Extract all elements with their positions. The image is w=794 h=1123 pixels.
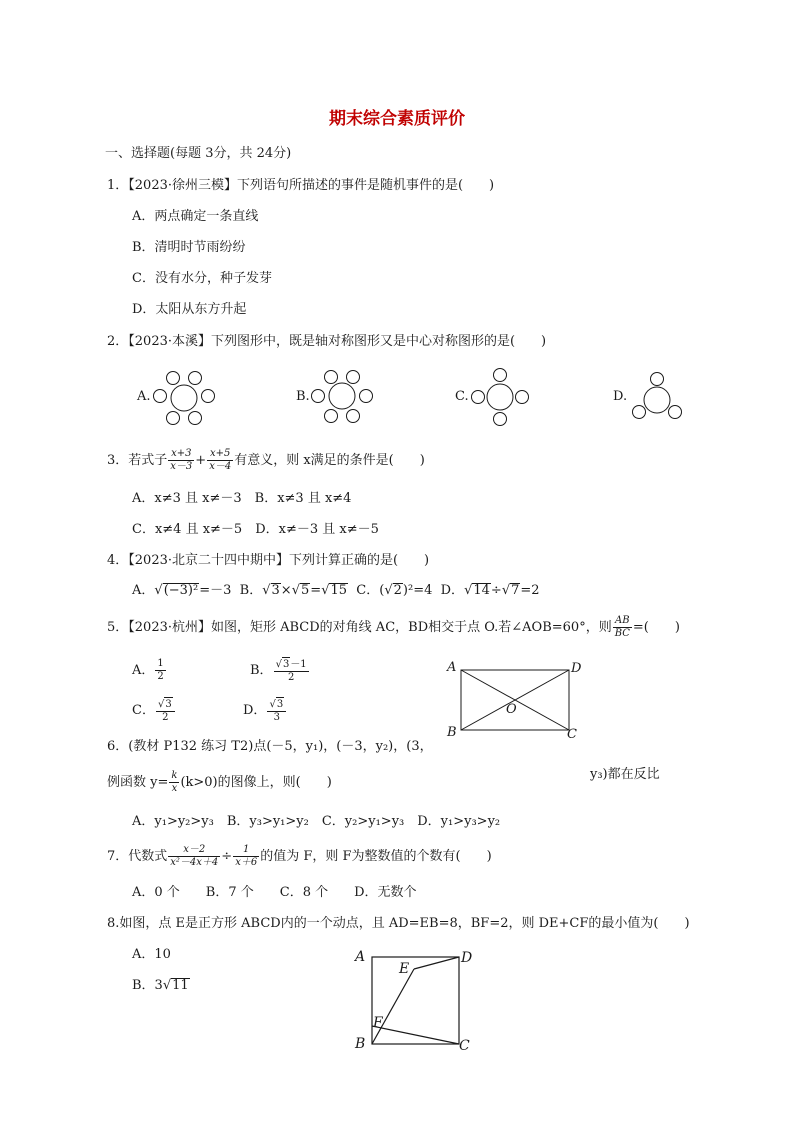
option-b-radicand-1: 3 <box>271 583 280 598</box>
segment-be <box>372 969 414 1044</box>
question-7-stem <box>107 841 492 873</box>
ratio-denominator: BC <box>614 628 630 639</box>
option-b-coefficient: B．3 <box>132 978 163 993</box>
option-a-denominator: 2 <box>157 671 164 682</box>
question-4-options[interactable]: A．√(−3)²=－3 B．√3×√5=√15 C．(√2)²=4 D．√14÷√7=2 <box>132 583 540 598</box>
rectangle-abcd-diagram <box>440 658 590 742</box>
times-sign: × <box>280 583 292 598</box>
option-a-label: A． <box>132 583 155 598</box>
ratio-fraction <box>613 615 632 640</box>
equals-sign: = <box>310 583 322 598</box>
question-1-stem: 1．【2023·徐州三模】下列语句所描述的事件是随机事件的是( ) <box>107 178 495 193</box>
question-6-line-2 <box>107 766 332 800</box>
option-d-radicand-1: 14 <box>473 583 490 598</box>
vertex-b-label: B <box>355 1036 366 1052</box>
question-3-stem <box>107 446 425 476</box>
question-1-option-c[interactable]: C．没有水分，种子发芽 <box>132 271 272 286</box>
figure-d-three-circles <box>628 370 688 428</box>
fraction-1-denominator: x²－4x＋4 <box>170 857 219 868</box>
option-c-radicand: 3 <box>165 699 172 710</box>
option-b-radicand-3: 15 <box>330 583 348 598</box>
center-o-label: O <box>506 702 517 717</box>
option-d-denominator: 3 <box>273 712 280 723</box>
question-5-end: =( ) <box>632 620 680 635</box>
section-heading: 一、选择题(每题 3分，共 24分) <box>105 146 292 161</box>
vertex-a-label: A <box>447 660 457 675</box>
option-b-radicand: 11 <box>172 978 189 993</box>
fraction-2-numerator: 1 <box>233 844 259 857</box>
question-4-stem: 4．【2023·北京二十四中期中】下列计算正确的是( ) <box>107 553 430 568</box>
point-f-label: F <box>373 1015 383 1031</box>
option-d-radicand-2: 7 <box>511 583 520 598</box>
option-b-label: B． <box>239 583 263 598</box>
option-c-label: C． <box>132 703 155 718</box>
vertex-a-label: A <box>355 949 366 965</box>
function-fraction <box>169 770 179 795</box>
fraction-2-denominator: x－4 <box>209 461 232 472</box>
option-d-label: D． <box>440 583 465 598</box>
option-b-label: B． <box>250 663 273 678</box>
option-d-radicand: 3 <box>276 699 284 710</box>
vertex-b-label: B <box>447 725 457 740</box>
question-5-option-b[interactable] <box>250 656 310 686</box>
question-1-option-d[interactable]: D．太阳从东方升起 <box>132 302 247 317</box>
question-8-stem: 8.如图，点 E是正方形 ABCD内的一个动点，且 AD=EB=8，BF=2，则 DE+CF的最小值为( ) <box>107 916 690 931</box>
question-1-option-a[interactable]: A．两点确定一条直线 <box>132 209 259 224</box>
option-c-radicand: 2 <box>393 583 402 598</box>
option-b-numerator-tail: －1 <box>290 659 307 670</box>
vertex-d-label: D <box>571 661 582 676</box>
fraction-1-denominator: x－3 <box>170 461 193 472</box>
question-6-line-1-right: y₃)都在反比 <box>590 767 660 782</box>
option-c-fraction <box>156 697 175 724</box>
question-2-option-a-label[interactable]: A. <box>137 389 151 404</box>
ratio-numerator: AB <box>613 615 632 628</box>
vertex-c-label: C <box>567 727 577 742</box>
question-2-option-b-label[interactable]: B. <box>296 389 310 404</box>
question-2-option-d-label[interactable]: D. <box>613 389 628 404</box>
question-8-option-b[interactable]: B．3√11 <box>132 978 189 993</box>
fraction-1 <box>168 448 194 473</box>
option-a-radicand: (−3)² <box>163 583 199 598</box>
question-7-options[interactable]: A．0 个 B．7 个 C．8 个 D．无数个 <box>132 885 417 900</box>
function-prefix: 例函数 y= <box>107 775 169 790</box>
fraction-1-numerator: x－2 <box>168 844 220 857</box>
fraction-2-numerator: x+5 <box>207 448 233 461</box>
option-b-radicand: 3 <box>282 659 290 670</box>
option-d-result: =2 <box>520 583 540 598</box>
option-d-label: D． <box>243 703 267 718</box>
option-b-numerator: √3－1 <box>275 659 307 670</box>
question-5-option-d[interactable] <box>243 696 287 726</box>
function-numerator: k <box>171 770 178 781</box>
fraction-2 <box>233 844 259 869</box>
question-5-text: 5．【2023·杭州】如图，矩形 ABCD的对角线 AC，BD相交于点 O.若∠AOB=60°，则 <box>107 620 612 635</box>
question-1-option-b[interactable]: B．清明时节雨纷纷 <box>132 240 246 255</box>
option-a-fraction <box>155 658 165 683</box>
function-suffix: (k>0)的图像上，则( ) <box>180 775 332 790</box>
vertex-d-label: D <box>461 950 473 966</box>
question-5-stem <box>107 613 680 643</box>
segment-ed <box>414 957 459 969</box>
function-denominator: x <box>171 783 178 794</box>
option-c-numerator: √3 <box>156 697 175 712</box>
option-b-radicand-2: 5 <box>301 583 310 598</box>
figure-a-six-circles <box>152 368 216 428</box>
question-6-line-1: 6．(教材 P132 练习 T2)点(－5，y₁)，(－3，y₂)，(3， <box>107 739 433 754</box>
figure-b-five-circles <box>310 368 374 428</box>
question-3-options-ab[interactable]: A．x≠3 且 x≠－3 B．x≠3 且 x≠4 <box>132 491 352 506</box>
question-6-options[interactable]: A．y₁>y₂>y₃ B．y₃>y₁>y₂ C．y₂>y₁>y₃ D．y₁>y₃>y₂ <box>132 814 501 829</box>
question-7-prefix: 7．代数式 <box>107 849 168 864</box>
question-5-option-c[interactable] <box>132 696 176 726</box>
question-7-suffix: 的值为 F，则 F为整数值的个数有( ) <box>260 849 492 864</box>
page-title: 期末综合素质评价 <box>329 109 465 129</box>
fraction-1 <box>168 844 220 869</box>
point-e-label: E <box>399 961 410 977</box>
option-c-result: )²=4 <box>402 583 433 598</box>
segment-fc <box>372 1026 459 1044</box>
question-5-option-a[interactable] <box>132 656 167 686</box>
fraction-2 <box>207 448 233 473</box>
question-3-suffix: 有意义，则 x满足的条件是( ) <box>234 453 425 468</box>
square <box>372 957 459 1044</box>
option-d-fraction <box>267 697 286 724</box>
option-a-label: A． <box>132 663 155 678</box>
option-d-numerator: √3 <box>267 697 286 712</box>
plus-sign: + <box>195 453 207 468</box>
question-2-stem: 2．【2023·本溪】下列图形中，既是轴对称图形又是中心对称图形的是( ) <box>107 334 547 349</box>
fraction-1-numerator: x+3 <box>168 448 194 461</box>
question-3-options-cd[interactable]: C．x≠4 且 x≠－5 D．x≠－3 且 x≠－5 <box>132 522 379 537</box>
square-abcd-diagram <box>350 945 480 1055</box>
option-b-fraction <box>274 657 309 684</box>
fraction-2-denominator: x＋6 <box>235 857 258 868</box>
option-c-denominator: 2 <box>162 712 169 723</box>
option-a-numerator: 1 <box>157 658 164 669</box>
option-a-result: =－3 <box>199 583 232 598</box>
option-c-label: C．( <box>356 583 385 598</box>
vertex-c-label: C <box>459 1038 470 1054</box>
question-3-prefix: 3．若式子 <box>107 453 168 468</box>
divide-sign: ÷ <box>221 849 233 864</box>
option-b-denominator: 2 <box>287 672 295 683</box>
figure-c-four-circles <box>468 366 532 428</box>
divide-sign: ÷ <box>490 583 502 598</box>
question-8-option-a[interactable]: A．10 <box>132 947 171 962</box>
question-2-option-c-label[interactable]: C. <box>455 389 469 404</box>
